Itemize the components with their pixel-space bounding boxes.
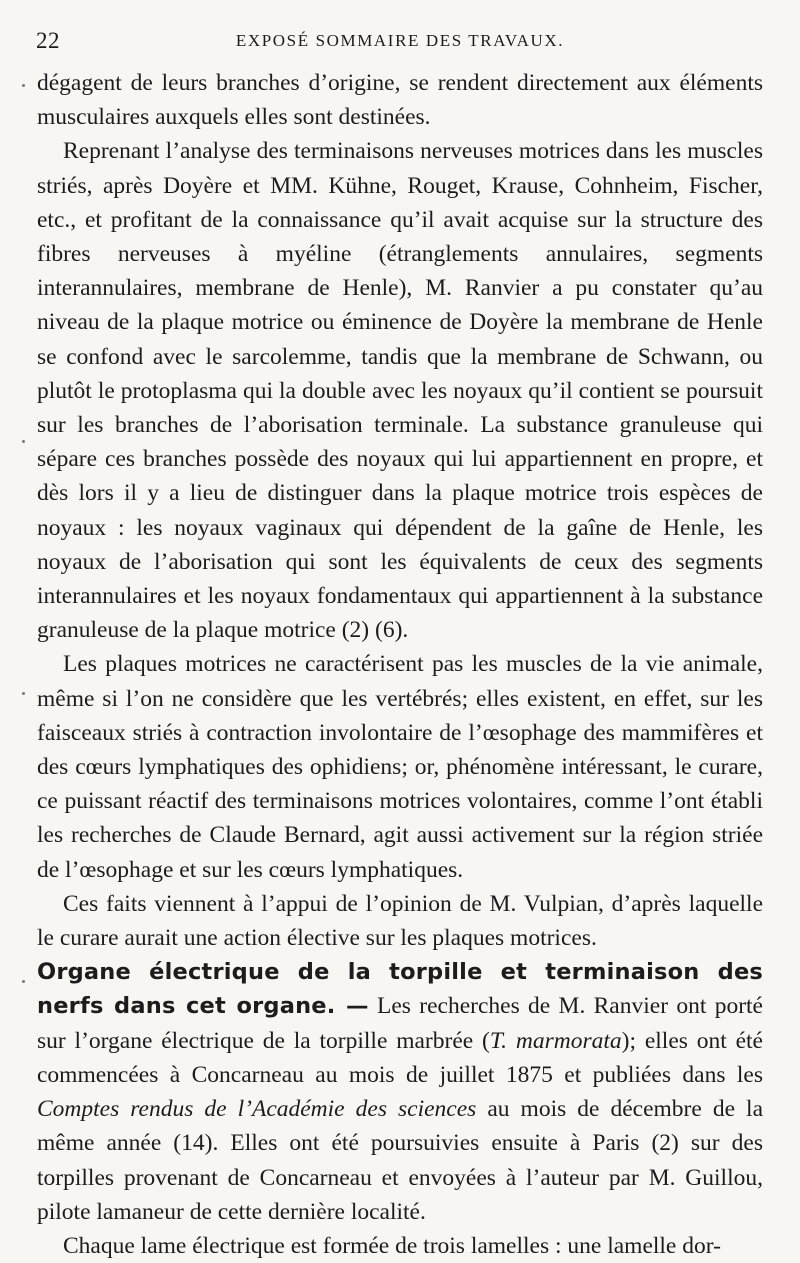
margin-speck (22, 440, 25, 443)
paragraph-electric-blade: Chaque lame électrique est formée de trois lamelles : une lamelle dor- (63, 1232, 721, 1259)
torpedo-text-b: ); elles ont été commencées à Concarneau au mois de juillet 1875 et publiées dans les (37, 1027, 763, 1088)
section-heading: Organe électrique de la torpille et terminaison des nerfs dans cet organe. — (37, 959, 763, 1020)
paragraph-vulpian: Ces faits viennent à l’appui de l’opinion de M. Vulpian, d’après laquelle le curare aurait une action élective sur les plaques motrices. (37, 890, 763, 952)
torpedo-text-a: Les recherches de M. Ranvier ont porté sur l’organe électrique de la torpille marbrée ( (37, 993, 763, 1054)
page-number: 22 (36, 28, 60, 53)
species-name: T. marmorata (489, 1027, 622, 1054)
torpedo-text-c: au mois de décembre de la même année (14). Elles ont été poursuivies ensuite à Paris (2) sur des torpilles provenant de Concarneau et envoyées à l’auteur par M. Guillou, pilote lamaneur de cette dernière localité. (37, 1096, 763, 1225)
running-title: EXPOSÉ SOMMAIRE DES TRAVAUX. (235, 31, 565, 50)
paragraph-continuation: dégagent de leurs branches d’origine, se rendent directement aux éléments musculaires auxquels elles sont destinées. (37, 70, 763, 131)
margin-speck (22, 692, 25, 695)
journal-title: Comptes rendus de l’Académie des sciences (37, 1096, 477, 1123)
margin-speck (22, 84, 25, 87)
paragraph-torpedo (37, 955, 763, 1229)
margin-speck (22, 980, 25, 983)
paragraph-motor-plates: Reprenant l’analyse des terminaisons nerveuses motrices dans les muscles striés, après Doyère et MM. Kühne, Rouget, Krause, Cohnheim, Fischer, etc., et profitant de la connaissance qu’il avait acquise sur la structure des fibres nerveuses à myéline (étranglements annulaires, segments interannulaires, membrane de Henle), M. Ranvier a pu constater qu’au niveau de la plaque motrice ou éminence de Doyère la membrane de Henle se confond avec le sarcolemme, tandis que la membrane de Schwann, ou plutôt le protoplasma qui la double avec les noyaux qu’il contient se poursuit sur les branches de l’aborisation terminale. La substance granuleuse qui sépare ces branches possède des noyaux qui lui appartiennent en propre, et dès lors il y a lieu de distinguer dans la plaque motrice trois espèces de noyaux : les noyaux vaginaux qui dépendent de la gaîne de Henle, les noyaux de l’aborisation qui sont les équivalents de ceux des segments interannulaires et les noyaux fondamentaux qui appartiennent à la substance granuleuse de la plaque motrice (2) (6). (37, 138, 763, 644)
page-header (36, 28, 764, 58)
body-text (37, 66, 763, 1263)
paragraph-striated-muscles: Les plaques motrices ne caractérisent pas les muscles de la vie animale, même si l’on ne considère que les vertébrés; elles existent, en effet, sur les faisceaux striés à contraction involontaire de l’œsophage des mammifères et des cœurs lymphatiques des ophidiens; or, phénomène intéressant, le curare, ce puissant réactif des terminaisons motrices volontaires, comme l’ont établi les recherches de Claude Bernard, agit aussi activement sur la région striée de l’œsophage et sur les cœurs lymphatiques. (37, 651, 763, 883)
